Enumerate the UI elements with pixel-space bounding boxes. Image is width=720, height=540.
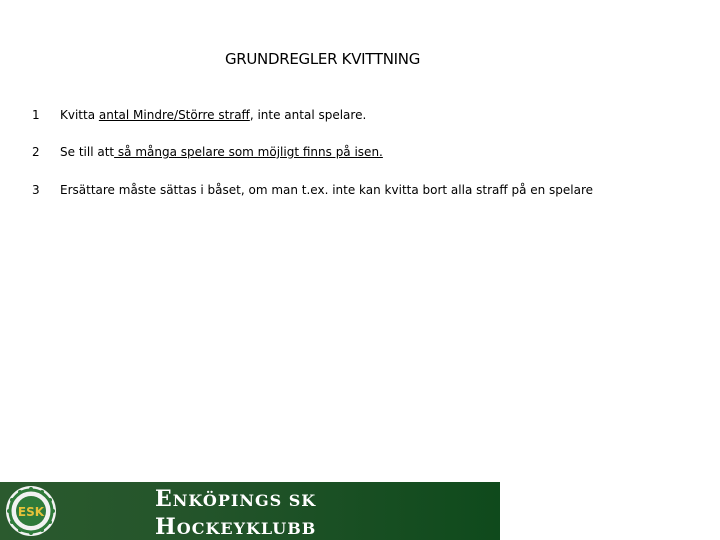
rule-text: Ersättare måste sättas i båset, om man t.ex. inte kan kvitta bort alla straff på en spelare bbox=[60, 183, 594, 197]
rule-item-2 bbox=[32, 145, 383, 159]
rule-text: Kvitta bbox=[60, 108, 99, 122]
club-name bbox=[155, 486, 415, 540]
logo-text: ESK bbox=[17, 505, 45, 519]
club-logo-icon bbox=[4, 484, 58, 538]
club-banner bbox=[0, 482, 500, 540]
club-name-line-1: ENKÖPINGS SK bbox=[155, 486, 317, 512]
rule-number: 1 bbox=[32, 108, 40, 122]
rule-item-3 bbox=[32, 183, 593, 197]
rule-text-underlined: antal Mindre/Större straff bbox=[98, 108, 250, 122]
rule-number: 2 bbox=[32, 145, 40, 159]
rule-text-underlined: så många spelare som möjligt finns på isen. bbox=[114, 145, 383, 159]
rule-item-1 bbox=[32, 108, 366, 122]
rule-text: Se till att bbox=[60, 145, 115, 159]
slide-title: GRUNDREGLER KVITTNING bbox=[224, 50, 421, 68]
rule-number: 3 bbox=[32, 183, 40, 197]
club-name-line-2: HOCKEYKLUBB bbox=[155, 514, 317, 540]
rule-text-suffix: , inte antal spelare. bbox=[249, 108, 367, 122]
